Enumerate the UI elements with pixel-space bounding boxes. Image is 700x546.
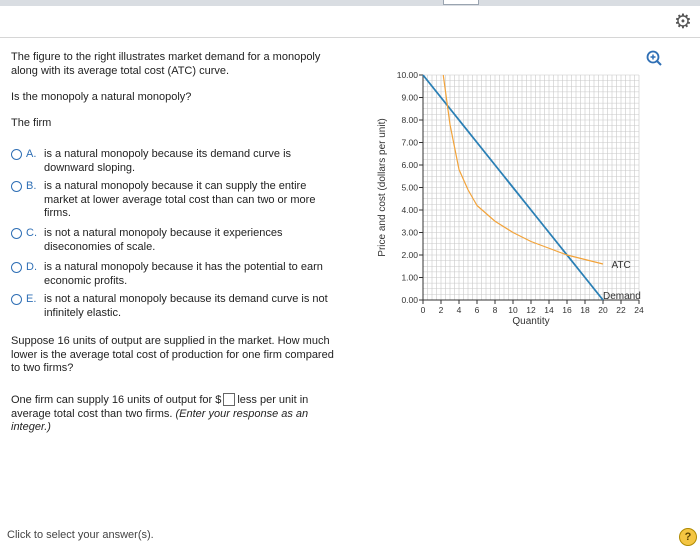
option-letter: E. [26, 293, 37, 305]
y-tick-label: 1.00 [401, 272, 418, 283]
question-stem: The firm [11, 117, 52, 129]
x-tick-label: 24 [634, 305, 644, 315]
x-tick-label: 2 [438, 305, 444, 315]
radio-d[interactable] [11, 262, 22, 273]
x-axis-label: Quantity [512, 316, 550, 327]
x-tick-label: 10 [508, 305, 518, 315]
x-tick-label: 12 [526, 305, 536, 315]
x-tick-label: 18 [580, 305, 590, 315]
option-e[interactable] [11, 293, 329, 320]
answer-input[interactable] [223, 393, 235, 406]
option-text: is not a natural monopoly because its demand curve is not infinitely elastic. [44, 293, 328, 319]
option-letter: B. [26, 180, 37, 192]
option-d[interactable] [11, 261, 329, 288]
y-tick-label: 0.00 [401, 295, 418, 305]
answer-suffix: less per unit in average total cost than two firms. [11, 394, 309, 420]
help-icon[interactable]: ? [679, 528, 697, 546]
radio-a[interactable] [11, 149, 22, 160]
option-a[interactable] [11, 148, 329, 175]
top-bar [0, 0, 700, 6]
y-tick-label: 8.00 [401, 115, 418, 125]
header-divider [0, 37, 700, 38]
option-text: is a natural monopoly because its demand curve is downward sloping. [44, 148, 292, 174]
option-letter: C. [26, 227, 37, 239]
x-tick-label: 4 [456, 305, 462, 315]
radio-c[interactable] [11, 228, 22, 239]
option-c[interactable] [11, 227, 329, 254]
x-tick-label: 22 [616, 305, 626, 315]
y-tick-label: 6.00 [401, 160, 418, 170]
question-intro: The figure to the right illustrates market demand for a monopoly along with its average total cost (ATC) curve. [11, 51, 321, 77]
answer-prefix: One firm can supply 16 units of output for $ [11, 394, 222, 406]
x-tick-label: 14 [544, 305, 554, 315]
y-tick-label: 9.00 [401, 92, 418, 103]
radio-e[interactable] [11, 294, 22, 305]
click-to-select-text: Click to select your answer(s). [7, 529, 154, 541]
demand-label: Demand [603, 291, 641, 302]
y-tick-label: 4.00 [401, 205, 418, 215]
x-tick-label: 16 [562, 305, 572, 315]
option-text: is not a natural monopoly because it experiences diseconomies of scale. [44, 227, 283, 253]
x-tick-label: 20 [598, 305, 608, 315]
radio-b[interactable] [11, 181, 22, 192]
top-tab[interactable] [443, 0, 479, 5]
y-axis-label: Price and cost (dollars per unit) [377, 118, 388, 257]
atc-label: ATC [611, 260, 631, 271]
x-tick-label: 6 [474, 305, 480, 315]
option-letter: A. [26, 148, 37, 160]
followup-question: Suppose 16 units of output are supplied in the market. How much lower is the average total cost of production for one firm compared to two firms? [11, 335, 334, 374]
y-tick-label: 2.00 [401, 250, 418, 260]
y-tick-label: 5.00 [401, 182, 418, 193]
x-tick-label: 8 [492, 305, 498, 315]
answer-hint: (Enter your response as an integer.) [11, 407, 309, 433]
option-text: is a natural monopoly because it can supply the entire market at lower average total cost than can two or more firms. [44, 180, 316, 219]
chart [372, 60, 662, 340]
option-b[interactable] [11, 180, 329, 221]
x-tick-label: 0 [420, 305, 426, 315]
option-letter: D. [26, 261, 37, 273]
answer-sentence [11, 393, 336, 435]
y-tick-label: 10.00 [396, 70, 418, 80]
y-tick-label: 3.00 [401, 227, 418, 238]
question-ask: Is the monopoly a natural monopoly? [11, 91, 192, 103]
y-tick-label: 7.00 [401, 137, 418, 148]
option-text: is a natural monopoly because it has the potential to earn economic profits. [44, 261, 323, 287]
gear-icon[interactable]: ⚙ [674, 11, 692, 33]
